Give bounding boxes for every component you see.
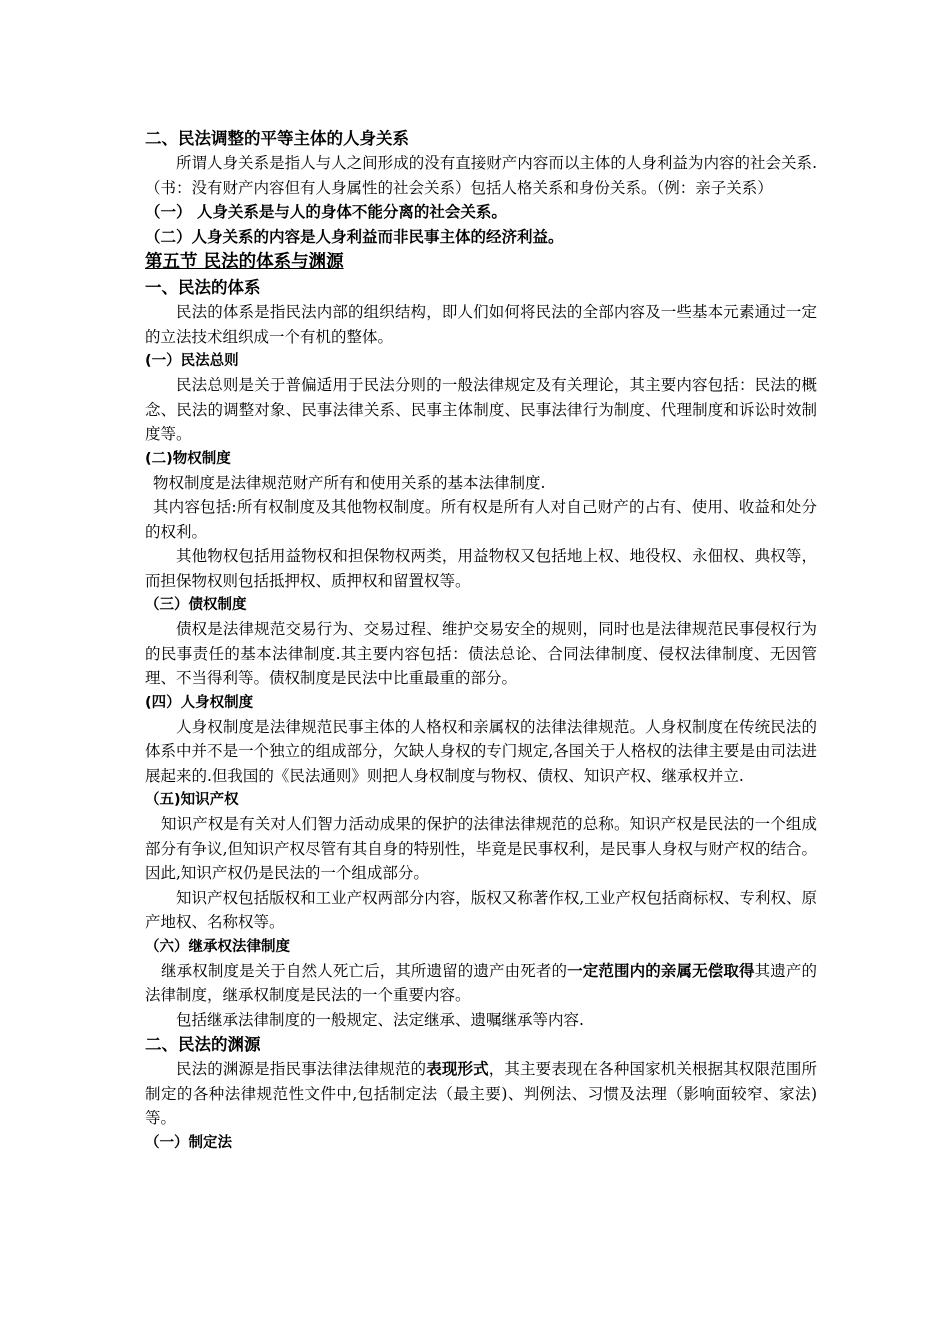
document-page — [145, 126, 817, 1155]
paragraph-obligation: 债权是法律规范交易行为、交易过程、维护交易安全的规则，同时也是法律规范民事侵权行为的民事责任的基本法律制度.其主要内容包括：债法总论、合同法律制度、侵权法律制度、无因管理、不当得利等。债权制度是民法中比重最重的部分。 — [145, 620, 817, 687]
point-personal-2: （二）人身关系的内容是人身利益而非民事主体的经济利益。 — [145, 227, 564, 246]
point-personal-1: （一） 人身关系是与人的身体不能分离的社会关系。 — [145, 203, 507, 221]
heading-personal-relations: 二、民法调整的平等主体的人身关系 — [145, 129, 409, 148]
paragraph-property-3: 其他物权包括用益物权和担保物权两类，用益物权又包括地上权、地役权、永佃权、典权等，而担保物权则包括抵押权、质押权和留置权等。 — [145, 547, 817, 590]
heading-ip: （五)知识产权 — [145, 792, 239, 808]
text-run: ，其主要表现在各种国家机关根据其权限范围所制定的各种法律规范性文件中,包括制定法（最主要)、判例法、习惯及法理（影响面较窄、家法)等。 — [145, 1060, 817, 1127]
heading-property: (二)物权制度 — [145, 450, 231, 467]
emphasis-text: 表现形式 — [426, 1060, 489, 1078]
heading-sources: 二、民法的渊源 — [145, 1035, 261, 1054]
paragraph-inheritance-1 — [145, 959, 817, 1008]
text-run: 继承权制度是关于自然人死亡后，其所遗留的遗产由死者的 — [161, 961, 568, 980]
heading-inheritance: （六）继承权法律制度 — [145, 938, 290, 955]
paragraph-property-1: 物权制度是法律规范财产所有和使用关系的基本法律制度. — [153, 473, 546, 492]
text-run: 其遗产的法律制度，继承权制度是民法的一个重要内容。 — [145, 961, 817, 1004]
paragraph-inheritance-2: 包括继承法律制度的一般规定、法定继承、遗嘱继承等内容. — [176, 1010, 584, 1029]
heading-system: 一、民法的体系 — [145, 278, 261, 297]
paragraph-general-provisions: 民法总则是关于普偏适用于民法分则的一般法律规定及有关理论，其主要内容包括：民法的概念、民法的调整对象、民事法律关系、民事主体制度、民事法律行为制度、代理制度和诉讼时效制度等。 — [145, 376, 817, 443]
section-title: 第五节 民法的体系与渊源 — [145, 252, 344, 272]
heading-statute-law: （一）制定法 — [145, 1134, 232, 1151]
paragraph-property-2: 其内容包括:所有权制度及其他物权制度。所有权是所有人对自己财产的占有、使用、收益和处分的权利。 — [145, 498, 817, 541]
paragraph-sources — [145, 1057, 817, 1131]
paragraph-personal-relations: 所谓人身关系是指人与人之间形成的没有直接财产内容而以主体的人身利益为内容的社会关系.（书：没有财产内容但有人身属性的社会关系）包括人格关系和身份关系。（例：亲子关系） — [145, 154, 817, 197]
paragraph-ip-1: 知识产权是有关对人们智力活动成果的保护的法律法律规范的总称。知识产权是民法的一个组成部分有争议,但知识产权尽管有其自身的特别性，毕竟是民事权利，是民事人身权与财产权的结合。因此,知识产权仍是民法的一个组成部分。 — [145, 815, 817, 882]
heading-general-provisions: (一）民法总则 — [145, 353, 239, 369]
heading-personal-rights: (四）人身权制度 — [145, 694, 254, 711]
heading-obligation: （三）债权制度 — [145, 597, 247, 613]
paragraph-personal-rights: 人身权制度是法律规范民事主体的人格权和亲属权的法律法律规范。人身权制度在传统民法的体系中并不是一个独立的组成部分，欠缺人身权的专门规定,各国关于人格权的法律主要是由司法进展起来的.但我国的《民法通则》则把人身权制度与物权、债权、知识产权、继承权并立. — [145, 717, 817, 785]
paragraph-ip-2: 知识产权包括版权和工业产权两部分内容，版权又称著作权,工业产权包括商标权、专利权、原产地权、名称权等。 — [145, 888, 817, 931]
text-run: 民法的渊源是指民事法律法律规范的 — [176, 1060, 427, 1078]
emphasis-text: 一定范围内的亲属无偿取得 — [567, 961, 755, 980]
paragraph-system: 民法的体系是指民法内部的组织结构，即人们如何将民法的全部内容及一些基本元素通过一定的立法技术组织成一个有机的整体。 — [145, 303, 817, 346]
